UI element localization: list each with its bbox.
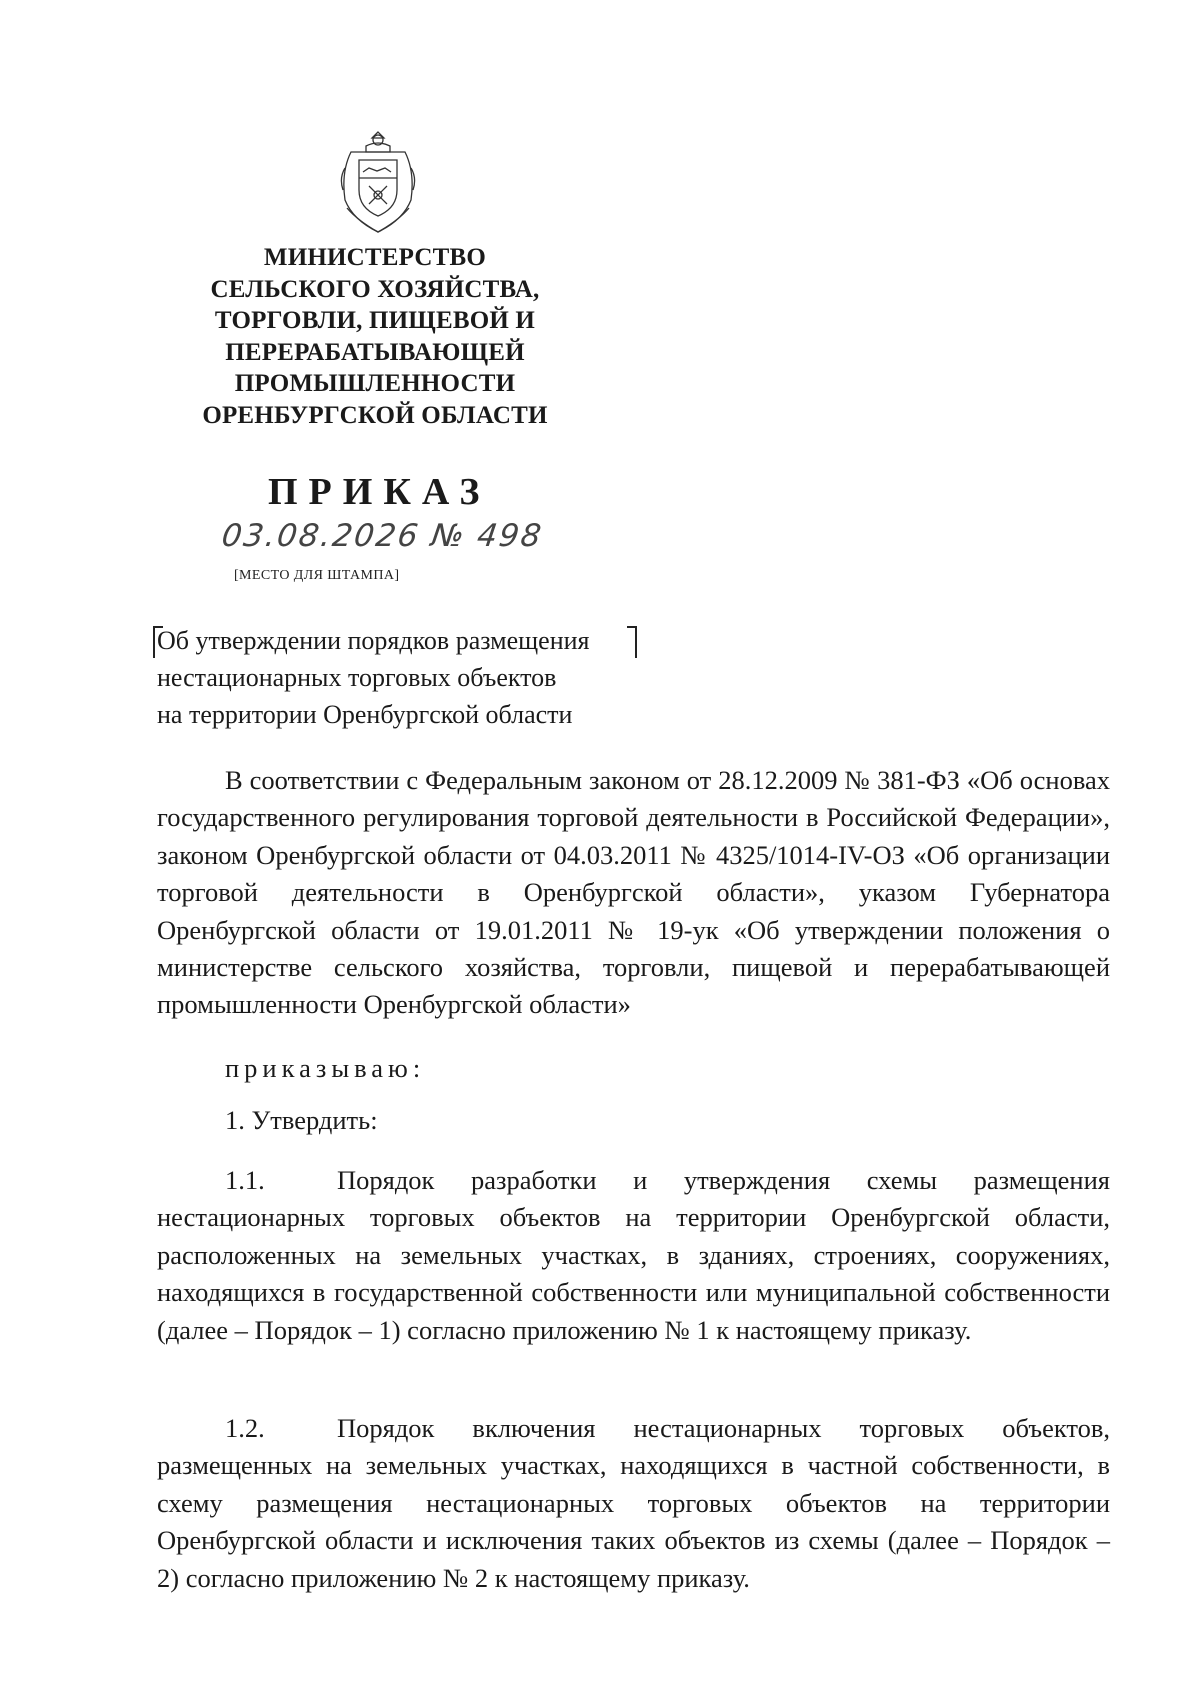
item-text: Порядок включения нестационарных торговых объектов, размещенных на земельных участках, находящихся в частной собственности, в схему размещения нестационарных торговых объектов на территории Оренбургской области и исключения таких объектов из схемы (далее – Порядок – 2) согласно приложению № 2 к настоящему приказу. bbox=[157, 1413, 1110, 1593]
stamp-placeholder: [МЕСТО ДЛЯ ШТАМПА] bbox=[234, 568, 400, 583]
ministry-line: ПРОМЫШЛЕННОСТИ bbox=[234, 370, 516, 398]
subject-line: нестационарных торговых объектов bbox=[157, 663, 557, 692]
ministry-line: ПЕРЕРАБАТЫВАЮЩЕЙ bbox=[225, 338, 525, 366]
item-number: 1.2. bbox=[225, 1413, 265, 1443]
item-1-2 bbox=[157, 1410, 1110, 1597]
preamble-paragraph bbox=[157, 762, 1110, 1024]
ministry-name bbox=[180, 242, 570, 432]
item-number: 1.1. bbox=[225, 1165, 265, 1195]
ministry-line: МИНИСТЕРСТВО bbox=[263, 244, 487, 271]
subject-line: на территории Оренбургской области bbox=[157, 700, 573, 729]
item-1-1 bbox=[157, 1162, 1110, 1349]
document-subject bbox=[157, 622, 657, 733]
item-1: 1. Утвердить: bbox=[225, 1105, 378, 1135]
ministry-line: ТОРГОВЛИ, ПИЩЕВОЙ И bbox=[214, 307, 536, 335]
ministry-line: СЕЛЬСКОГО ХОЗЯЙСТВА, bbox=[210, 275, 540, 303]
coat-of-arms-icon bbox=[333, 128, 423, 236]
document-type-title: ПРИКАЗ bbox=[268, 471, 491, 513]
ministry-line: ОРЕНБУРГСКОЙ ОБЛАСТИ bbox=[202, 401, 548, 429]
handwritten-date-number: 03.08.2026 № 498 bbox=[219, 518, 546, 554]
preamble-text: В соответствии с Федеральным законом от 28.12.2009 № 381-ФЗ «Об основах государственного регулирования торговой деятельности в Российской Федерации», законом Оренбургской области от 04.03.2011 № 4325/1014-IV-ОЗ «Об организации торговой деятельности в Оренбургской области», указом Губернатора Оренбургской области от 19.01.2011 № 19-ук «Об утверждении положения о министерстве сельского хозяйства, торговли, пищевой и перерабатывающей промышленности Оренбургской области» bbox=[157, 765, 1110, 1020]
order-verb: приказываю: bbox=[225, 1053, 426, 1083]
subject-line: Об утверждении порядков размещения bbox=[157, 626, 590, 655]
item-text: Порядок разработки и утверждения схемы размещения нестационарных торговых объектов на территории Оренбургской области, расположенных на земельных участках, в зданиях, строениях, сооружениях, находящихся в государственной собственности или муниципальной собственности (далее – Порядок – 1) согласно приложению № 1 к настоящему приказу. bbox=[157, 1165, 1110, 1345]
